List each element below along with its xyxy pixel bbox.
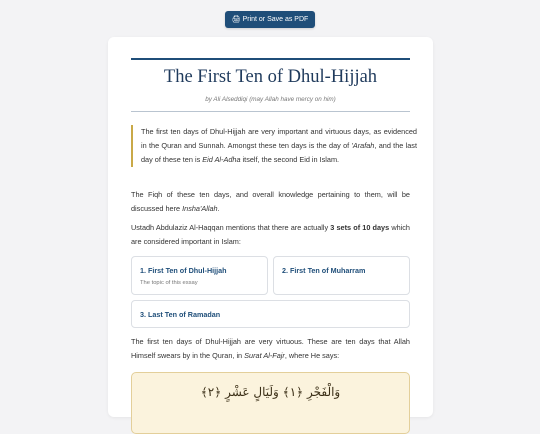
p4-text-2: , where He says: bbox=[284, 351, 340, 360]
quran-verse-box bbox=[131, 372, 410, 434]
article-card bbox=[108, 37, 433, 417]
intro-text-1: The first ten days of Dhul-Hijjah are very important and virtuous days, as evidenced in the Quran and Sunnah. Amongst these ten days is the day of bbox=[141, 127, 417, 150]
title-top-rule bbox=[131, 58, 410, 60]
set-card-dhul-hijjah[interactable] bbox=[131, 256, 268, 295]
print-button-label: Print or Save as PDF bbox=[242, 16, 309, 23]
p2-text-1: The Fiqh of these ten days, and overall knowledge pertaining to them, will be discussed here bbox=[131, 190, 410, 213]
print-save-pdf-button[interactable] bbox=[225, 11, 315, 28]
set-card-ramadan[interactable] bbox=[131, 300, 410, 328]
intro-arafah: 'Arafah bbox=[351, 141, 375, 150]
p3-text-2: which are considered important in Islam: bbox=[131, 223, 410, 246]
intro-eid: Eid Al-Adha bbox=[202, 155, 241, 164]
p2-inshaallah: Insha'Allah bbox=[182, 204, 218, 213]
virtue-paragraph bbox=[131, 335, 410, 363]
p3-bold: 3 sets of 10 days bbox=[330, 223, 390, 232]
set-card-title: 1. First Ten of Dhul-Hijjah bbox=[140, 266, 227, 275]
sets-paragraph bbox=[131, 221, 410, 249]
intro-text-3: itself, the second Eid in Islam. bbox=[240, 155, 340, 164]
set-card-subtitle: The topic of this essay bbox=[140, 280, 198, 286]
quran-verse: وَالْفَجْرِ ﴿١﴾ وَلَيَالٍ عَشْرٍ ﴿٢﴾ bbox=[200, 385, 341, 399]
set-card-title: 3. Last Ten of Ramadan bbox=[140, 310, 221, 319]
set-card-muharram[interactable] bbox=[273, 256, 410, 295]
fiqh-paragraph bbox=[131, 188, 410, 216]
intro-text-2: , and the last day of these ten is bbox=[141, 141, 417, 164]
set-card-title: 2. First Ten of Muharram bbox=[282, 266, 366, 275]
p3-text-1: Ustadh Abdulaziz Al-Haqqan mentions that there are actually bbox=[131, 223, 331, 232]
author-byline: by Ali Alseddiqi (may Allah have mercy on him) bbox=[205, 96, 336, 103]
p4-surah: Surat Al-Fajr bbox=[244, 351, 285, 360]
p4-text-1: The first ten days of Dhul-Hijjah are very virtuous. These are ten days that Allah Himself swears by in the Quran, in bbox=[131, 337, 410, 360]
top-toolbar bbox=[0, 0, 540, 36]
intro-blockquote bbox=[131, 125, 417, 167]
title-divider bbox=[131, 111, 410, 112]
page-title: The First Ten of Dhul-Hijjah bbox=[163, 67, 378, 87]
printer-icon: 🖨 bbox=[231, 16, 241, 23]
p2-text-2: . bbox=[217, 204, 220, 213]
